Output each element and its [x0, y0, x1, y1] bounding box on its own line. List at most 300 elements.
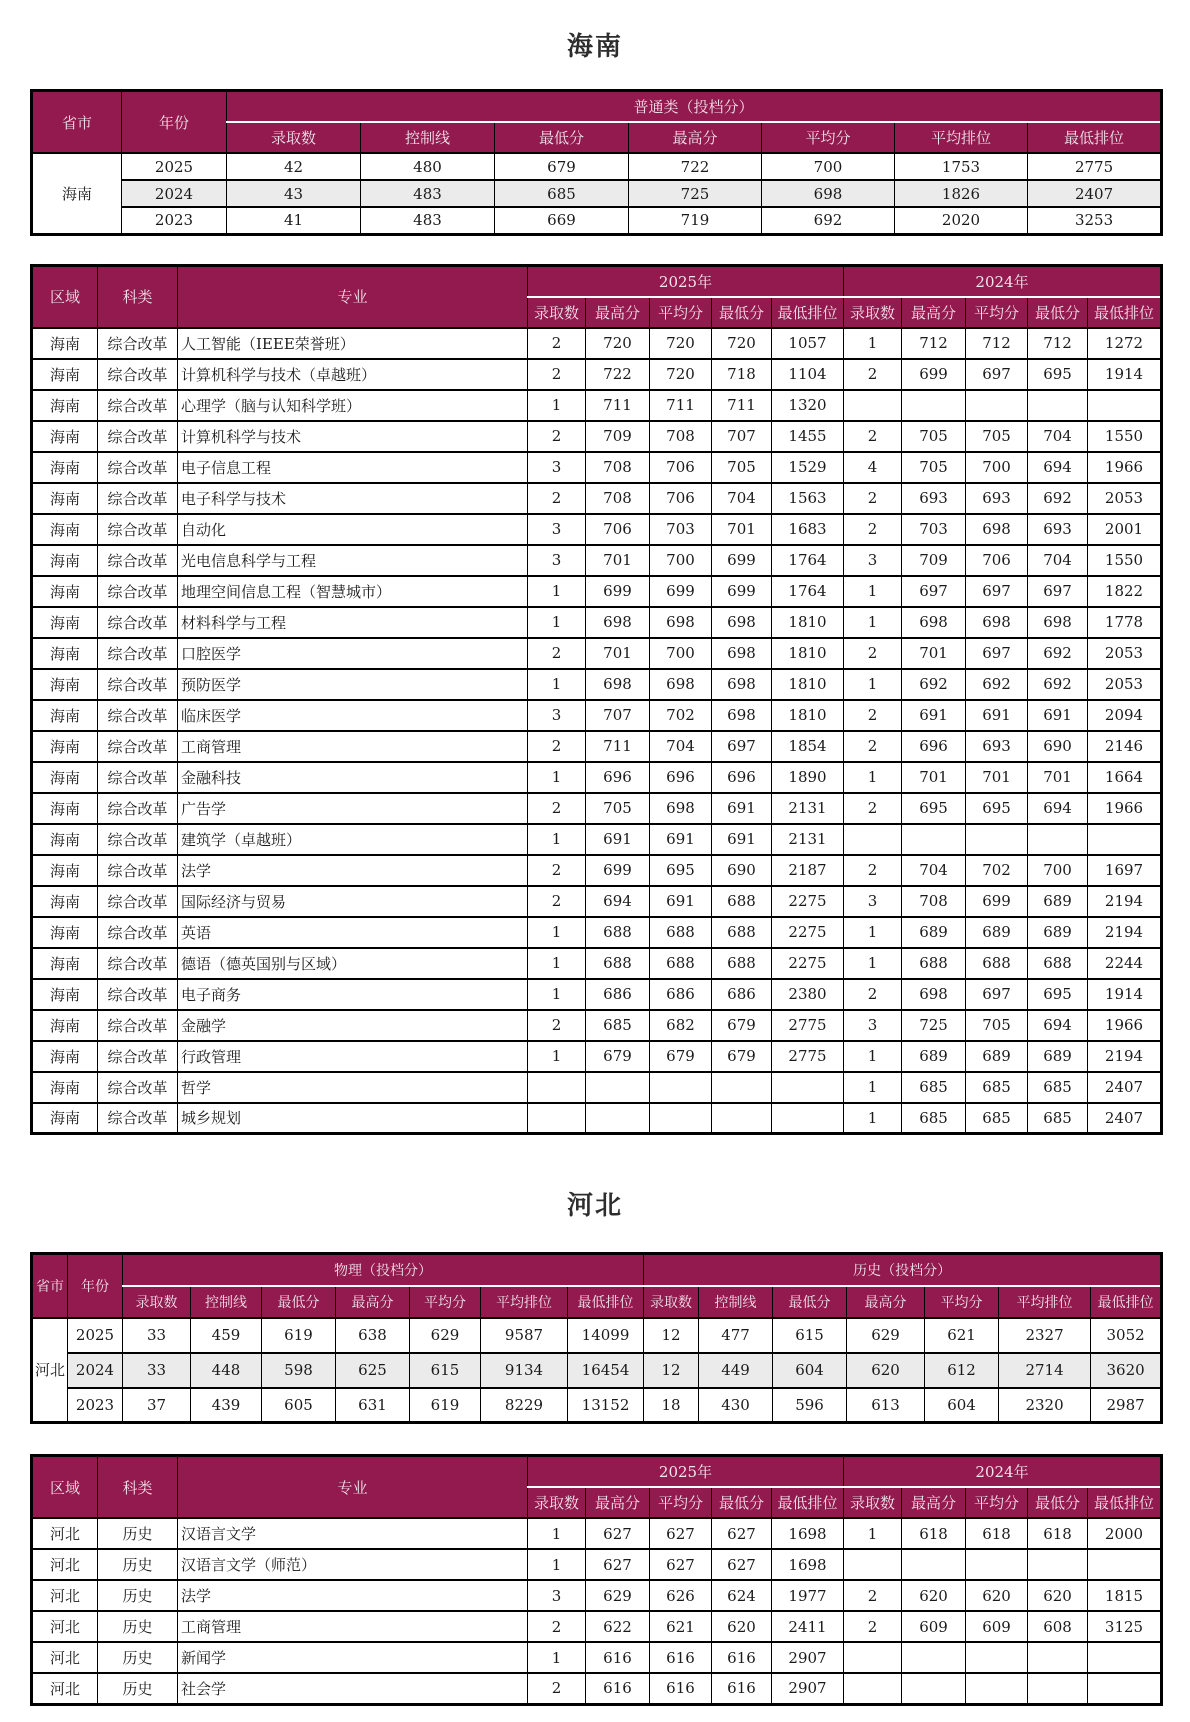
- region-cell: 海南: [32, 421, 98, 452]
- major-row: [32, 1611, 1162, 1642]
- value-cell-2025: 703: [650, 514, 712, 545]
- col-header: 最高分: [586, 1487, 650, 1518]
- value-cell: 9134: [481, 1353, 568, 1388]
- major-cell: 法学: [178, 1580, 528, 1611]
- group-header-2025: 2025年: [528, 265, 844, 297]
- major-row: [32, 421, 1162, 452]
- value-cell-2025: 722: [586, 359, 650, 390]
- value-cell-2025: 679: [650, 1041, 712, 1072]
- value-cell-2024: 3125: [1088, 1611, 1162, 1642]
- value-cell-2025: 711: [712, 390, 772, 421]
- value-cell-2025: 1810: [772, 638, 844, 669]
- value-cell-2025: [528, 1103, 586, 1134]
- value-cell-2025: 701: [586, 545, 650, 576]
- col-header-major: 专业: [178, 265, 528, 328]
- value-cell: 12: [644, 1353, 699, 1388]
- value-cell-2025: 1320: [772, 390, 844, 421]
- value-cell-2025: 696: [586, 762, 650, 793]
- major-cell: 工商管理: [178, 1611, 528, 1642]
- value-cell: 605: [262, 1388, 336, 1423]
- value-cell-2024: 693: [1028, 514, 1088, 545]
- value-cell-2025: 718: [712, 359, 772, 390]
- region-cell: 河北: [32, 1611, 98, 1642]
- value-cell-2025: 616: [712, 1642, 772, 1673]
- value-cell-2024: [1088, 1673, 1162, 1704]
- value-cell: 13152: [568, 1388, 644, 1423]
- region-cell: 河北: [32, 1580, 98, 1611]
- region-cell: 海南: [32, 1072, 98, 1103]
- category-cell: 历史: [98, 1518, 178, 1549]
- value-cell-2025: 699: [586, 855, 650, 886]
- value-cell-2025: 1057: [772, 328, 844, 359]
- col-header: 平均排位: [481, 1286, 568, 1318]
- group-header-2024: 2024年: [844, 1456, 1162, 1488]
- header-row: [32, 1254, 1162, 1286]
- major-row: [32, 948, 1162, 979]
- value-cell: 613: [847, 1388, 925, 1423]
- value-cell: 16454: [568, 1353, 644, 1388]
- region-cell: 海南: [32, 483, 98, 514]
- col-header-region: 区域: [32, 265, 98, 328]
- value-cell-2025: 2: [528, 793, 586, 824]
- value-cell-2025: 704: [650, 731, 712, 762]
- col-header: 录取数: [227, 122, 361, 153]
- group-header-2025: 2025年: [528, 1456, 844, 1488]
- hainan-majors-header: [32, 265, 1162, 328]
- col-header-major: 专业: [178, 1456, 528, 1519]
- value-cell-2025: 720: [586, 328, 650, 359]
- value-cell-2024: 2: [844, 359, 902, 390]
- category-cell: 综合改革: [98, 979, 178, 1010]
- value-cell-2025: 1698: [772, 1518, 844, 1549]
- major-cell: 光电信息科学与工程: [178, 545, 528, 576]
- value-cell: 439: [191, 1388, 262, 1423]
- col-header: 控制线: [699, 1286, 773, 1318]
- value-cell: 43: [227, 180, 361, 207]
- value-cell-2025: 698: [712, 638, 772, 669]
- value-cell-2025: 698: [712, 607, 772, 638]
- value-cell-2024: [844, 824, 902, 855]
- category-cell: 综合改革: [98, 452, 178, 483]
- value-cell-2025: 1: [528, 917, 586, 948]
- value-cell-2025: 1104: [772, 359, 844, 390]
- value-cell-2024: 712: [966, 328, 1028, 359]
- value-cell-2024: 685: [1028, 1103, 1088, 1134]
- region-cell: 海南: [32, 855, 98, 886]
- value-cell-2024: 690: [1028, 731, 1088, 762]
- value-cell-2025: 2: [528, 1010, 586, 1041]
- value-cell-2025: 711: [650, 390, 712, 421]
- value-cell-2024: 700: [966, 452, 1028, 483]
- value-cell-2024: 691: [966, 700, 1028, 731]
- value-cell-2024: 697: [966, 359, 1028, 390]
- major-cell: 法学: [178, 855, 528, 886]
- major-cell: 材料科学与工程: [178, 607, 528, 638]
- category-cell: 综合改革: [98, 545, 178, 576]
- value-cell-2024: 4: [844, 452, 902, 483]
- value-cell-2024: 2: [844, 421, 902, 452]
- value-cell-2024: 689: [1028, 1041, 1088, 1072]
- region-cell: 海南: [32, 1010, 98, 1041]
- value-cell-2024: 708: [902, 886, 966, 917]
- value-cell-2025: 2775: [772, 1010, 844, 1041]
- value-cell-2024: 701: [902, 638, 966, 669]
- region-cell: 海南: [32, 359, 98, 390]
- major-row: [32, 917, 1162, 948]
- value-cell-2024: 1822: [1088, 576, 1162, 607]
- major-cell: 工商管理: [178, 731, 528, 762]
- col-header-province: 省市: [32, 91, 122, 154]
- col-header: 最低排位: [568, 1286, 644, 1318]
- value-cell-2024: 685: [1028, 1072, 1088, 1103]
- category-cell: 综合改革: [98, 731, 178, 762]
- value-cell-2025: 701: [586, 638, 650, 669]
- major-row: [32, 607, 1162, 638]
- value-cell-2025: 1: [528, 1549, 586, 1580]
- value-cell-2024: 695: [1028, 979, 1088, 1010]
- summary-row: [32, 180, 1162, 207]
- value-cell-2024: 688: [1028, 948, 1088, 979]
- value-cell-2025: 691: [650, 886, 712, 917]
- hebei-majors-table: [30, 1454, 1163, 1706]
- value-cell-2024: 2053: [1088, 638, 1162, 669]
- category-cell: 综合改革: [98, 917, 178, 948]
- value-cell: 621: [925, 1318, 999, 1353]
- summary-row: [32, 1388, 1162, 1423]
- value-cell-2025: 2907: [772, 1673, 844, 1704]
- value-cell-2025: 709: [586, 421, 650, 452]
- category-cell: 综合改革: [98, 638, 178, 669]
- value-cell-2025: 698: [586, 669, 650, 700]
- value-cell-2025: 2: [528, 855, 586, 886]
- hainan-majors-table: [30, 264, 1163, 1136]
- value-cell: 477: [699, 1318, 773, 1353]
- major-cell: 自动化: [178, 514, 528, 545]
- value-cell-2025: 2: [528, 328, 586, 359]
- year-cell: 2024: [68, 1353, 123, 1388]
- value-cell-2024: 1966: [1088, 452, 1162, 483]
- major-row: [32, 669, 1162, 700]
- major-row: [32, 1010, 1162, 1041]
- value-cell-2025: [712, 1103, 772, 1134]
- value-cell-2025: 698: [712, 700, 772, 731]
- value-cell-2024: [966, 390, 1028, 421]
- value-cell-2025: 2: [528, 886, 586, 917]
- col-header: 最低分: [495, 122, 629, 153]
- value-cell: 669: [495, 207, 629, 234]
- value-cell-2025: 1: [528, 1518, 586, 1549]
- value-cell-2025: 696: [712, 762, 772, 793]
- major-row: [32, 1549, 1162, 1580]
- value-cell-2025: [650, 1072, 712, 1103]
- value-cell-2024: 3: [844, 545, 902, 576]
- value-cell-2024: 695: [902, 793, 966, 824]
- value-cell-2024: [1028, 1642, 1088, 1673]
- region-cell: 海南: [32, 793, 98, 824]
- value-cell: 18: [644, 1388, 699, 1423]
- value-cell: 722: [629, 153, 762, 180]
- value-cell-2024: 692: [966, 669, 1028, 700]
- value-cell: 2714: [999, 1353, 1091, 1388]
- value-cell-2025: 698: [650, 793, 712, 824]
- value-cell-2025: 2: [528, 1611, 586, 1642]
- value-cell: 619: [262, 1318, 336, 1353]
- value-cell-2025: 1: [528, 1041, 586, 1072]
- value-cell-2024: 608: [1028, 1611, 1088, 1642]
- value-cell: 3253: [1028, 207, 1162, 234]
- major-row: [32, 1041, 1162, 1072]
- col-header: 最低分: [712, 297, 772, 328]
- value-cell-2024: [1028, 1549, 1088, 1580]
- col-header: 最低排位: [1028, 122, 1162, 153]
- value-cell-2024: 1: [844, 1041, 902, 1072]
- value-cell: 430: [699, 1388, 773, 1423]
- value-cell-2024: 706: [966, 545, 1028, 576]
- value-cell: 41: [227, 207, 361, 234]
- value-cell-2024: 2000: [1088, 1518, 1162, 1549]
- col-header-category: 科类: [98, 1456, 178, 1519]
- value-cell-2025: 720: [650, 359, 712, 390]
- value-cell-2025: 705: [586, 793, 650, 824]
- category-cell: 历史: [98, 1673, 178, 1704]
- value-cell: 33: [123, 1353, 191, 1388]
- value-cell-2024: 1: [844, 669, 902, 700]
- major-row: [32, 1580, 1162, 1611]
- hebei-summary-body: [32, 1318, 1162, 1423]
- value-cell-2025: 698: [712, 669, 772, 700]
- col-header: 平均分: [966, 297, 1028, 328]
- major-row: [32, 545, 1162, 576]
- major-row: [32, 328, 1162, 359]
- value-cell: 598: [262, 1353, 336, 1388]
- value-cell-2024: [902, 390, 966, 421]
- value-cell: 700: [762, 153, 895, 180]
- value-cell: 42: [227, 153, 361, 180]
- value-cell-2025: 1455: [772, 421, 844, 452]
- region-cell: 海南: [32, 824, 98, 855]
- value-cell-2024: 705: [966, 421, 1028, 452]
- region-cell: 海南: [32, 1103, 98, 1134]
- category-cell: 综合改革: [98, 793, 178, 824]
- value-cell-2025: 708: [586, 483, 650, 514]
- value-cell: 1753: [895, 153, 1028, 180]
- value-cell-2025: 688: [712, 917, 772, 948]
- value-cell-2024: 689: [1028, 917, 1088, 948]
- col-header: 最高分: [629, 122, 762, 153]
- value-cell-2024: 697: [966, 576, 1028, 607]
- value-cell-2025: 2411: [772, 1611, 844, 1642]
- major-cell: 心理学（脑与认知科学班）: [178, 390, 528, 421]
- value-cell-2024: 2244: [1088, 948, 1162, 979]
- major-row: [32, 1103, 1162, 1134]
- value-cell-2024: 1: [844, 1518, 902, 1549]
- value-cell-2025: 3: [528, 1580, 586, 1611]
- col-header: 平均分: [925, 1286, 999, 1318]
- value-cell: 480: [361, 153, 495, 180]
- value-cell-2024: 2094: [1088, 700, 1162, 731]
- value-cell-2025: 620: [712, 1611, 772, 1642]
- value-cell-2025: 690: [712, 855, 772, 886]
- category-cell: 综合改革: [98, 824, 178, 855]
- value-cell-2025: 688: [712, 948, 772, 979]
- value-cell-2025: 699: [586, 576, 650, 607]
- value-cell-2024: 1: [844, 607, 902, 638]
- value-cell: 615: [773, 1318, 847, 1353]
- major-row: [32, 762, 1162, 793]
- category-cell: 综合改革: [98, 483, 178, 514]
- value-cell-2025: 1: [528, 1642, 586, 1673]
- value-cell: 459: [191, 1318, 262, 1353]
- col-header: 录取数: [123, 1286, 191, 1318]
- major-cell: 口腔医学: [178, 638, 528, 669]
- value-cell-2024: 692: [902, 669, 966, 700]
- value-cell-2025: 679: [712, 1041, 772, 1072]
- value-cell-2025: 622: [586, 1611, 650, 1642]
- year-cell: 2025: [68, 1318, 123, 1353]
- col-header-region: 区域: [32, 1456, 98, 1519]
- value-cell-2025: 1810: [772, 700, 844, 731]
- major-row: [32, 886, 1162, 917]
- major-row: [32, 576, 1162, 607]
- value-cell-2025: 708: [586, 452, 650, 483]
- value-cell-2025: 688: [586, 948, 650, 979]
- value-cell-2025: 616: [586, 1642, 650, 1673]
- value-cell-2025: 679: [712, 1010, 772, 1041]
- value-cell-2025: 2275: [772, 917, 844, 948]
- value-cell: 2327: [999, 1318, 1091, 1353]
- value-cell-2024: 689: [902, 1041, 966, 1072]
- col-header: 最高分: [902, 297, 966, 328]
- value-cell-2024: 2001: [1088, 514, 1162, 545]
- header-row: [32, 1456, 1162, 1488]
- value-cell: 12: [644, 1318, 699, 1353]
- value-cell-2025: 702: [650, 700, 712, 731]
- value-cell-2025: 686: [650, 979, 712, 1010]
- group-header-general: 普通类（投档分）: [227, 91, 1162, 123]
- category-cell: 综合改革: [98, 1072, 178, 1103]
- major-row: [32, 979, 1162, 1010]
- value-cell-2024: 1272: [1088, 328, 1162, 359]
- value-cell-2024: 1550: [1088, 421, 1162, 452]
- value-cell-2025: 1810: [772, 669, 844, 700]
- value-cell-2024: 1: [844, 917, 902, 948]
- value-cell-2024: 712: [902, 328, 966, 359]
- major-cell: 电子科学与技术: [178, 483, 528, 514]
- value-cell-2024: [902, 1642, 966, 1673]
- value-cell-2024: 2: [844, 1580, 902, 1611]
- value-cell: 2987: [1091, 1388, 1162, 1423]
- value-cell: 619: [410, 1388, 481, 1423]
- region-cell: 海南: [32, 545, 98, 576]
- value-cell-2024: 2053: [1088, 483, 1162, 514]
- value-cell-2024: 2146: [1088, 731, 1162, 762]
- value-cell-2025: 2775: [772, 1041, 844, 1072]
- value-cell-2024: 685: [902, 1103, 966, 1134]
- value-cell-2024: 697: [1028, 576, 1088, 607]
- category-cell: 综合改革: [98, 762, 178, 793]
- hainan-majors-body: [32, 328, 1162, 1134]
- value-cell-2025: 706: [586, 514, 650, 545]
- region-cell: 海南: [32, 700, 98, 731]
- value-cell-2025: 629: [586, 1580, 650, 1611]
- value-cell-2024: 704: [1028, 421, 1088, 452]
- value-cell-2025: 1810: [772, 607, 844, 638]
- col-header: 最高分: [847, 1286, 925, 1318]
- region-cell: 海南: [32, 514, 98, 545]
- value-cell-2024: 2194: [1088, 917, 1162, 948]
- value-cell-2025: 2275: [772, 886, 844, 917]
- region-cell: 海南: [32, 576, 98, 607]
- hainan-summary-table: [30, 89, 1163, 236]
- value-cell-2024: 709: [902, 545, 966, 576]
- value-cell-2024: 700: [1028, 855, 1088, 886]
- value-cell-2024: 3: [844, 886, 902, 917]
- value-cell-2025: 1: [528, 762, 586, 793]
- summary-row: [32, 1318, 1162, 1353]
- value-cell-2024: 2407: [1088, 1072, 1162, 1103]
- value-cell-2024: [1028, 390, 1088, 421]
- value-cell-2024: 693: [966, 731, 1028, 762]
- value-cell-2024: 701: [966, 762, 1028, 793]
- major-row: [32, 855, 1162, 886]
- value-cell-2024: 696: [902, 731, 966, 762]
- group-header-history: 历史（投档分）: [644, 1254, 1162, 1286]
- province-cell: 海南: [32, 153, 122, 234]
- value-cell-2024: [844, 1642, 902, 1673]
- value-cell-2024: 1697: [1088, 855, 1162, 886]
- col-header: 录取数: [528, 1487, 586, 1518]
- value-cell-2025: 1683: [772, 514, 844, 545]
- value-cell-2025: 616: [586, 1673, 650, 1704]
- value-cell-2025: 627: [712, 1549, 772, 1580]
- value-cell-2024: 699: [902, 359, 966, 390]
- value-cell-2025: 1: [528, 948, 586, 979]
- major-row: [32, 483, 1162, 514]
- value-cell-2024: 2053: [1088, 669, 1162, 700]
- col-header: 录取数: [528, 297, 586, 328]
- value-cell: 620: [847, 1353, 925, 1388]
- value-cell: 37: [123, 1388, 191, 1423]
- value-cell-2024: 692: [1028, 669, 1088, 700]
- hainan-summary-header: [32, 91, 1162, 154]
- value-cell-2025: 616: [650, 1673, 712, 1704]
- value-cell-2024: 2: [844, 731, 902, 762]
- value-cell: 719: [629, 207, 762, 234]
- value-cell-2025: 706: [650, 452, 712, 483]
- value-cell-2025: 627: [650, 1518, 712, 1549]
- value-cell-2024: 697: [902, 576, 966, 607]
- value-cell: 2320: [999, 1388, 1091, 1423]
- value-cell-2024: 691: [1028, 700, 1088, 731]
- value-cell-2024: 1: [844, 576, 902, 607]
- value-cell-2025: 696: [650, 762, 712, 793]
- category-cell: 综合改革: [98, 328, 178, 359]
- value-cell-2024: 701: [1028, 762, 1088, 793]
- major-row: [32, 700, 1162, 731]
- value-cell-2025: 720: [712, 328, 772, 359]
- value-cell-2024: 609: [966, 1611, 1028, 1642]
- value-cell-2024: [902, 824, 966, 855]
- value-cell-2024: [966, 1673, 1028, 1704]
- value-cell-2025: 707: [712, 421, 772, 452]
- major-cell: 汉语言文学（师范）: [178, 1549, 528, 1580]
- value-cell-2025: 627: [712, 1518, 772, 1549]
- major-cell: 金融科技: [178, 762, 528, 793]
- value-cell-2025: 621: [650, 1611, 712, 1642]
- value-cell-2025: 720: [650, 328, 712, 359]
- value-cell-2025: 3: [528, 452, 586, 483]
- region-cell: 海南: [32, 607, 98, 638]
